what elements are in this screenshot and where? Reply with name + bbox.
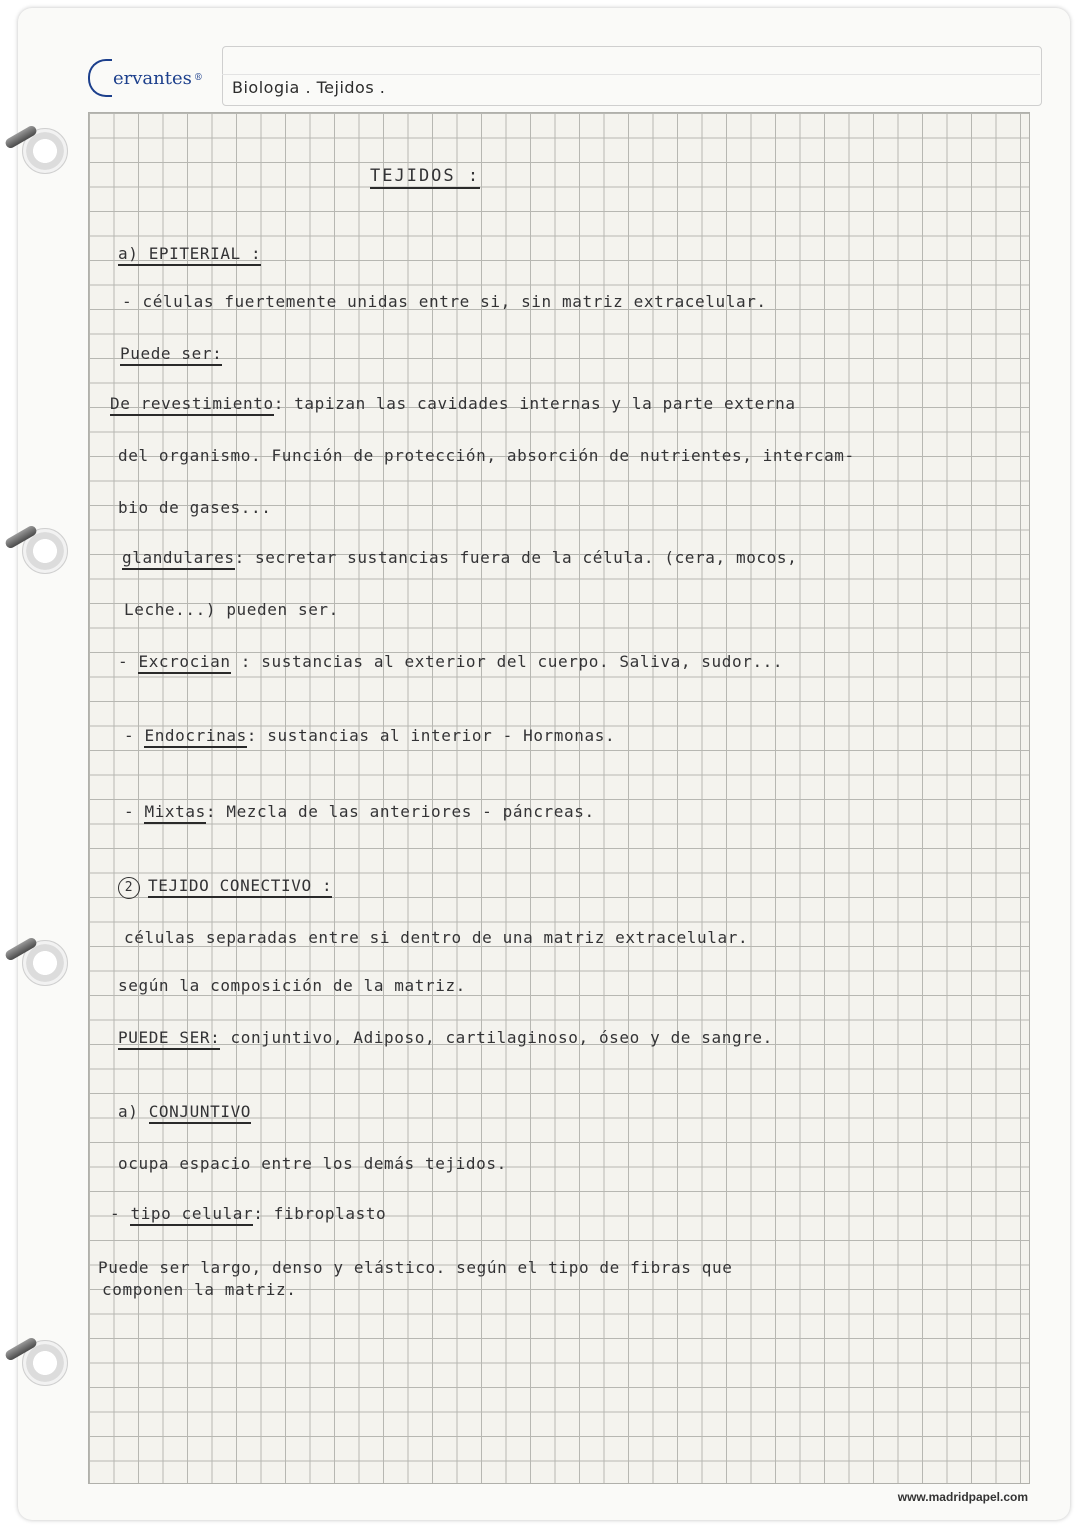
brand-logo <box>88 60 203 96</box>
glandulares-text: : secretar sustancias fuera de la célula. (cera, mocos, <box>234 548 798 567</box>
mixtas-line <box>124 802 595 821</box>
mixtas-dash: - <box>124 802 145 821</box>
page-title-text: TEJIDOS : <box>370 166 480 189</box>
mixtas-term: Mixtas <box>144 802 205 824</box>
logo-registered-mark: ® <box>193 73 203 83</box>
endocrinas-term: Endocrinas <box>144 726 246 748</box>
excrocian-dash: - <box>118 652 139 671</box>
excrocian-term: Excrocian <box>138 652 230 674</box>
glandulares-term: glandulares <box>122 548 235 570</box>
epitelial-cells-line: - células fuertemente unidas entre si, sin matriz extracelular. <box>122 292 767 311</box>
endocrinas-line <box>124 726 615 745</box>
section-epitelial-heading-text: a) EPITERIAL : <box>118 244 261 266</box>
grid-paper <box>88 112 1030 1484</box>
puede-ser-types-line <box>118 1028 773 1047</box>
conjuntivo-heading-text: CONJUNTIVO <box>149 1102 251 1124</box>
logo-c-mark <box>88 59 112 97</box>
tipo-celular-term: tipo celular <box>130 1204 253 1226</box>
excrocian-line <box>118 652 783 671</box>
revestimiento-text: : tapizan las cavidades internas y la parte externa <box>273 394 796 413</box>
puede-ser-types: conjuntivo, Adiposo, cartilaginoso, óseo y de sangre. <box>220 1028 773 1047</box>
section-conectivo-heading-text: TEJIDO CONECTIVO : <box>148 876 332 898</box>
puede-ser-label-text: Puede ser: <box>120 344 222 366</box>
section-epitelial-heading <box>118 244 261 263</box>
tipo-celular-text: : fibroplasto <box>253 1204 387 1223</box>
tipo-celular-dash: - <box>110 1204 131 1223</box>
revestimiento-line-3: bio de gases... <box>118 498 272 517</box>
revestimiento-line-2: del organismo. Función de protección, absorción de nutrientes, intercam- <box>118 446 855 465</box>
footer-url: www.madridpapel.com <box>897 1490 1028 1504</box>
componen-matriz-line: componen la matriz. <box>102 1280 297 1299</box>
puede-ser-label <box>120 344 222 363</box>
conjuntivo-prefix: a) <box>118 1102 149 1121</box>
excrocian-text: : sustancias al exterior del cuerpo. Saliva, sudor... <box>230 652 784 671</box>
endocrinas-text: : sustancias al interior - Hormonas. <box>246 726 616 745</box>
subject-field: Biologia . Tejidos . <box>232 78 386 97</box>
puede-ser-largo-line: Puede ser largo, denso y elástico. según el tipo de fibras que <box>98 1258 733 1277</box>
puede-ser-caps: PUEDE SER: <box>118 1028 220 1050</box>
section-conectivo-heading <box>118 876 332 899</box>
mixtas-text: : Mezcla de las anteriores - páncreas. <box>205 802 595 821</box>
revestimiento-line <box>110 394 796 413</box>
endocrinas-dash: - <box>124 726 145 745</box>
header-box <box>222 46 1042 106</box>
conectivo-line-2: según la composición de la matriz. <box>118 976 466 995</box>
conjuntivo-heading <box>118 1102 251 1121</box>
glandulares-line <box>122 548 797 567</box>
glandulares-line-2: Leche...) pueden ser. <box>124 600 339 619</box>
header-divider <box>222 74 1040 75</box>
section-number-circle: 2 <box>118 877 140 899</box>
page-title <box>370 166 480 186</box>
conjuntivo-line-1: ocupa espacio entre los demás tejidos. <box>118 1154 507 1173</box>
revestimiento-term: De revestimiento <box>110 394 274 416</box>
tipo-celular-line <box>110 1204 386 1223</box>
logo-text: ervantes <box>113 67 192 89</box>
conectivo-line-1: células separadas entre si dentro de una matriz extracelular. <box>124 928 749 947</box>
